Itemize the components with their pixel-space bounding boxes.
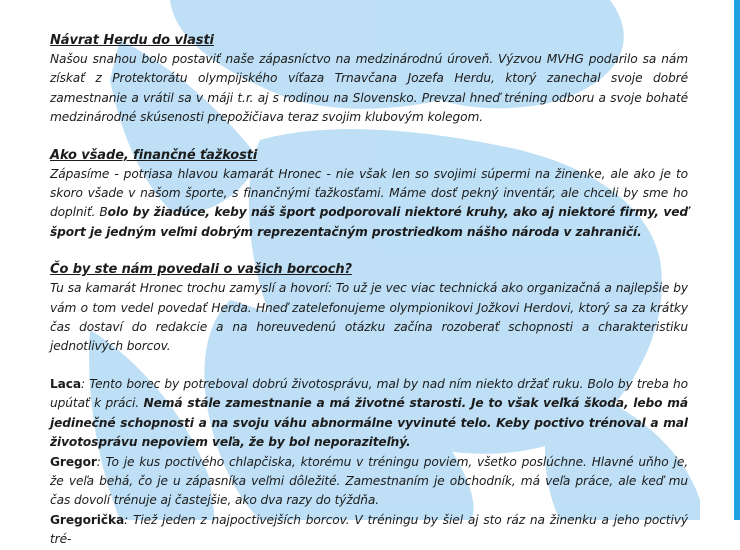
- section-paragraph: Tu sa kamarát Hronec trochu zamyslí a hovorí: To už je vec viac technická ako organizačná a najlepšie by vám o tom vedel povedať Herda. Hneď zatelefonujeme olympionikovi Jožkovi Herdovi, ktorý sa za krátky čas dostaví do redakcie a na horeuvedenú otázku začína rozoberať schopnosti a charakteristiku jednotlivých borcov.: [50, 281, 688, 354]
- section-paragraph: Našou snahou bolo postaviť naše zápasníctvo na medzinárodnú úroveň. Výzvou MVHG podarilo sa nám získať z Protektorátu olympijského víťaza Trnavčana Jozefa Herdu, ktorý zanechal svoje dobré zamestnanie a vrátil sa v máji t.r. aj s rodinou na Slovensko. Prevzal hneď tréning odboru a svoje bohaté medzinárodné skúsenosti prepožičiava teraz svojim klubovým kolegom.: [50, 52, 688, 125]
- wrestler-paragraph-laca: Laca: Tento borec by potreboval dobrú životosprávu, mal by nad ním niekto držať ruku. Bolo by treba ho upútať k práci. Nemá stále zamestnanie a má životné starosti. Je to však veľká škoda, lebo má jedinečné schopnosti a na svoju váhu abnormálne vyvinuté telo. Keby poctivo trénoval a mal životosprávu nepoviem veľa, že by bol neporaziteľný.: [50, 376, 688, 450]
- section-return: [50, 31, 688, 128]
- section-heading: Čo by ste nám povedali o vašich borcoch?: [50, 262, 352, 278]
- wrestler-name: Gregor: [50, 454, 97, 469]
- wrestler-name: Laca: [50, 376, 82, 391]
- section-heading: Ako všade, finančné ťažkosti: [50, 147, 258, 163]
- section-wrestlers-question: [50, 260, 688, 357]
- wrestler-name: Gregorička: [50, 512, 125, 527]
- section-heading: Návrat Herdu do vlasti: [50, 33, 214, 48]
- wrestler-paragraph-gregor: Gregor: To je kus poctivého chlapčiska, ktorému v tréningu poviem, všetko poslúchne. Hlavné uňho je, že veľa behá, čo je u zápasníka veľmi dôležité. Zamestnaním je obchodník, má veľa práce, ale keď mu čas dovolí trénuje aj častejšie, ako dva razy do týždňa.: [50, 454, 688, 508]
- accent-edge-bar: [734, 0, 740, 520]
- wrestler-paragraph-gregoricka: Gregorička: Tiež jeden z najpoctivejších borcov. V tréningu by šiel aj sto ráz na žinenku a jeho poctivý tré-: [50, 512, 688, 547]
- section-paragraph: Zápasíme - potriasa hlavou kamarát Hronec - nie však len so svojimi súpermi na žinenke, ale ako je to skoro všade v našom športe, s finančnými ťažkosťami. Máme dosť pekný inventár, ale chceli by sme ho doplniť. Bolo by žiadúce, keby náš šport podporovali niektoré kruhy, ako aj niektoré firmy, veď šport je jedným veľmi dobrým reprezentačným prostriedkom nášho národa v zahraničí.: [50, 166, 688, 239]
- article-content: [50, 31, 688, 550]
- section-finances: [50, 146, 688, 243]
